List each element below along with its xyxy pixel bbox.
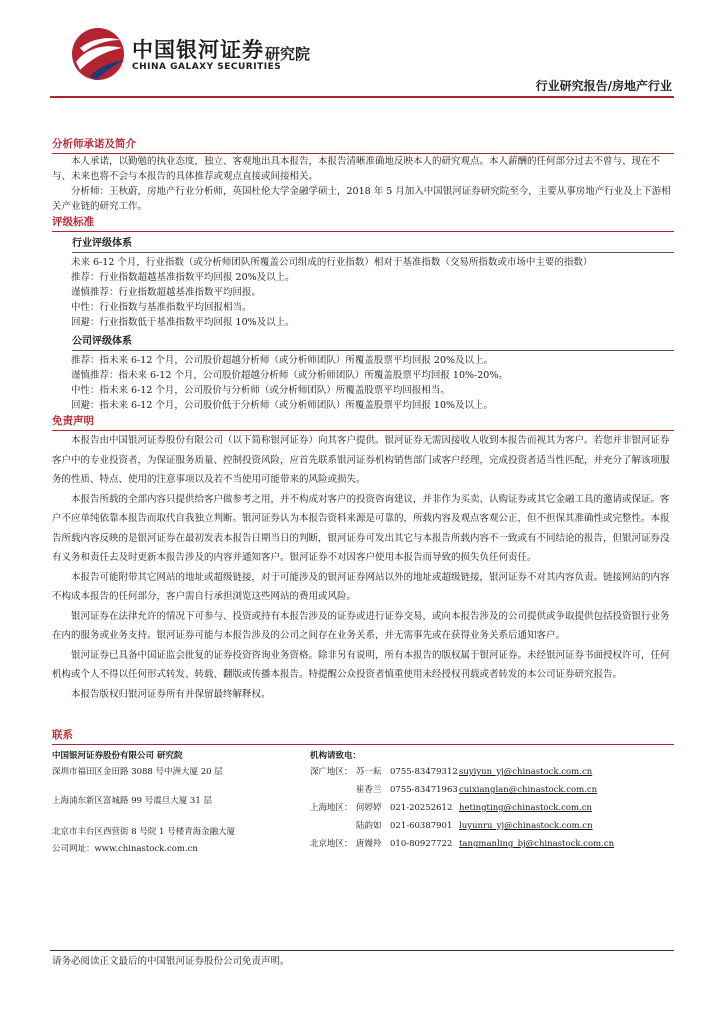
company-name-cn: 中国银河证券	[132, 38, 264, 62]
company-rating-item: 中性：指未来 6-12 个月，公司股价与分析师（或分析师团队）所覆盖股票平均回报相当。	[71, 385, 450, 396]
company-rating-item: 谨慎推荐：指未来 6-12 个月，公司股价超越分析师（或分析师团队）所覆盖股票平均回报 10%-20%。	[71, 370, 508, 381]
footer-note: 请务必阅读正文最后的中国银河证券股份公司免责声明。	[52, 956, 290, 967]
sales-email-link[interactable]: luyunru_yj@chinastock.com.cn	[459, 821, 593, 831]
sales-phone: 021-60387901	[390, 821, 453, 831]
sales-name: 苏一耘	[356, 767, 382, 777]
company-rating-item: 回避：指未来 6-12 个月，公司股价低于分析师（或分析师团队）所覆盖股票平均回报 10%及以上。	[71, 400, 494, 411]
header-divider	[50, 96, 674, 98]
contact-address: 深圳市福田区金田路 3088 号中洲大厦 20 层	[52, 767, 223, 777]
contact-section-title: 联系	[52, 728, 674, 745]
analyst-section-title: 分析师承诺及简介	[52, 137, 674, 154]
industry-rating-item: 中性：行业指数与基准指数平均回报相当。	[71, 302, 252, 313]
footer-divider	[50, 950, 674, 951]
sales-email-link[interactable]: suyiyun_yj@chinastock.com.cn	[459, 767, 593, 777]
sales-email-link[interactable]: tangmanling_bj@chinastock.com.cn	[459, 839, 615, 849]
sales-phone: 0755-83479312	[390, 767, 458, 777]
industry-rating-intro: 未来 6-12 个月，行业指数（或分析师团队所覆盖公司组成的行业指数）相对于基准指数（交易所指数或市场中主要的指数）	[71, 257, 593, 268]
sales-phone: 021-20252612	[390, 803, 453, 813]
company-rating-title: 公司评级体系	[72, 334, 674, 351]
sales-name: 唐嫚羚	[356, 839, 382, 849]
institute-label: 研究院	[265, 45, 311, 63]
industry-rating-item: 谨慎推荐：行业指数超越基准指数平均回报。	[71, 287, 262, 298]
sales-name: 崔香兰	[356, 785, 382, 795]
company-website: 公司网址：www.chinastock.com.cn	[52, 844, 198, 854]
sales-name: 陆韵如	[356, 821, 382, 831]
rating-section-title: 评级标准	[52, 215, 674, 232]
report-type: 行业研究报告/房地产行业	[535, 79, 672, 93]
disclaimer-section-title: 免责声明	[52, 414, 674, 431]
sales-email-link[interactable]: hetingting@chinastock.com.cn	[459, 803, 592, 813]
company-rating-item: 推荐：指未来 6-12 个月，公司股价超越分析师（或分析师团队）所覆盖股票平均回报 20%及以上。	[71, 355, 494, 366]
disclaimer-body	[52, 431, 674, 704]
galaxy-logo-icon	[70, 26, 126, 82]
sales-region: 上海地区：	[310, 803, 353, 813]
contact-address: 北京市丰台区西营街 8 号院 1 号楼青海金融大厦	[52, 827, 236, 837]
sales-contact-title: 机构请致电：	[310, 751, 362, 761]
industry-rating-item: 回避：行业指数低于基准指数平均回报 10%及以上。	[71, 317, 295, 328]
contact-block	[52, 745, 674, 855]
industry-rating-item: 推荐：行业指数超越基准指数平均回报 20%及以上。	[71, 272, 295, 283]
sales-name: 何婷婷	[356, 803, 382, 813]
sales-region: 深广地区：	[310, 767, 353, 777]
sales-phone: 010-80927722	[390, 839, 453, 849]
disclaimer-paragraph: 本报告版权归银河证券所有并保留最终解释权。	[71, 688, 271, 700]
disclaimer-paragraph: 本报告所载的全部内容只提供给客户做参考之用，并不构成对客户的投资咨询建议，并非作为买卖、认购证券或其它金融工具的邀请或保证。客户不应单纯依靠本报告而取代自我独立判断。银河证券认为本报告资料来源是可靠的，所载内容及观点客观公正，但不担保其准确性或完整性。本报告所载内容反映的是银河证券在最初发表本报告日期当日的判断，银河证券可发出其它与本报告所载内容不一致或有不同结论的报告，但银河证券没有义务和责任去及时更新本报告涉及的内容并通知客户。银河证券不对因客户使用本报告而导致的损失负任何责任。	[52, 493, 670, 563]
disclaimer-paragraph: 本报告可能附带其它网站的地址或超级链接，对于可能涉及的银河证券网站以外的地址或超级链接，银河证券不对其内容负责。链接网站的内容不构成本报告的任何部分，客户需自行承担浏览这些网站的费用或风险。	[52, 571, 670, 602]
industry-rating-title: 行业评级体系	[72, 236, 674, 253]
contact-company: 中国银河证券股份有限公司 研究院	[52, 751, 183, 761]
main-content	[52, 136, 674, 855]
analyst-commitment: 本人承诺，以勤勉的执业态度，独立、客观地出具本报告，本报告清晰准确地反映本人的研究观点。本人薪酬的任何部分过去不曾与、现在不与、未来也将不会与本报告的具体推荐或观点直接或间接相关。	[52, 156, 661, 182]
company-name-en: CHINA GALAXY SECURITIES	[132, 62, 282, 72]
sales-region: 北京地区：	[310, 839, 353, 849]
disclaimer-paragraph: 银河证券在法律允许的情况下可参与、投资或持有本报告涉及的证券或进行证券交易，或向本报告涉及的公司提供或争取提供包括投资银行业务在内的服务或业务支持。银河证券可能与本报告涉及的公司之间存在业务关系，并无需事先或在获得业务关系后通知客户。	[52, 610, 670, 641]
sales-email-link[interactable]: cuixianglan@chinastock.com.cn	[459, 785, 598, 795]
disclaimer-paragraph: 银河证券已具备中国证监会批复的证券投资咨询业务资格。除非另有说明，所有本报告的版权属于银河证券。未经银河证券书面授权许可，任何机构或个人不得以任何形式转发、转载、翻版或传播本报告。特提醒公众投资者慎重使用未经授权刊载或者转发的本公司证券研究报告。	[52, 649, 670, 680]
contact-address: 上海浦东新区富城路 99 号震旦大厦 31 层	[52, 796, 212, 806]
sales-phone: 0755-83471963	[390, 785, 458, 795]
disclaimer-paragraph: 本报告由中国银河证券股份有限公司（以下简称银河证券）向其客户提供。银河证券无需因接收人收到本报告而视其为客户。若您并非银河证券客户中的专业投资者，为保证服务质量、控制投资风险，应首先联系银河证券机构销售部门或客户经理，完成投资者适当性匹配，并充分了解该项服务的性质、特点、使用的注意事项以及若不当使用可能带来的风险或损失。	[52, 435, 670, 485]
page-header	[0, 0, 724, 100]
analyst-bio: 分析师：王秋蔚，房地产行业分析师，英国杜伦大学金融学硕士，2018 年 5 月加入中国银河证券研究院至今，主要从事房地产行业及上下游相关产业链的研究工作。	[52, 186, 671, 212]
